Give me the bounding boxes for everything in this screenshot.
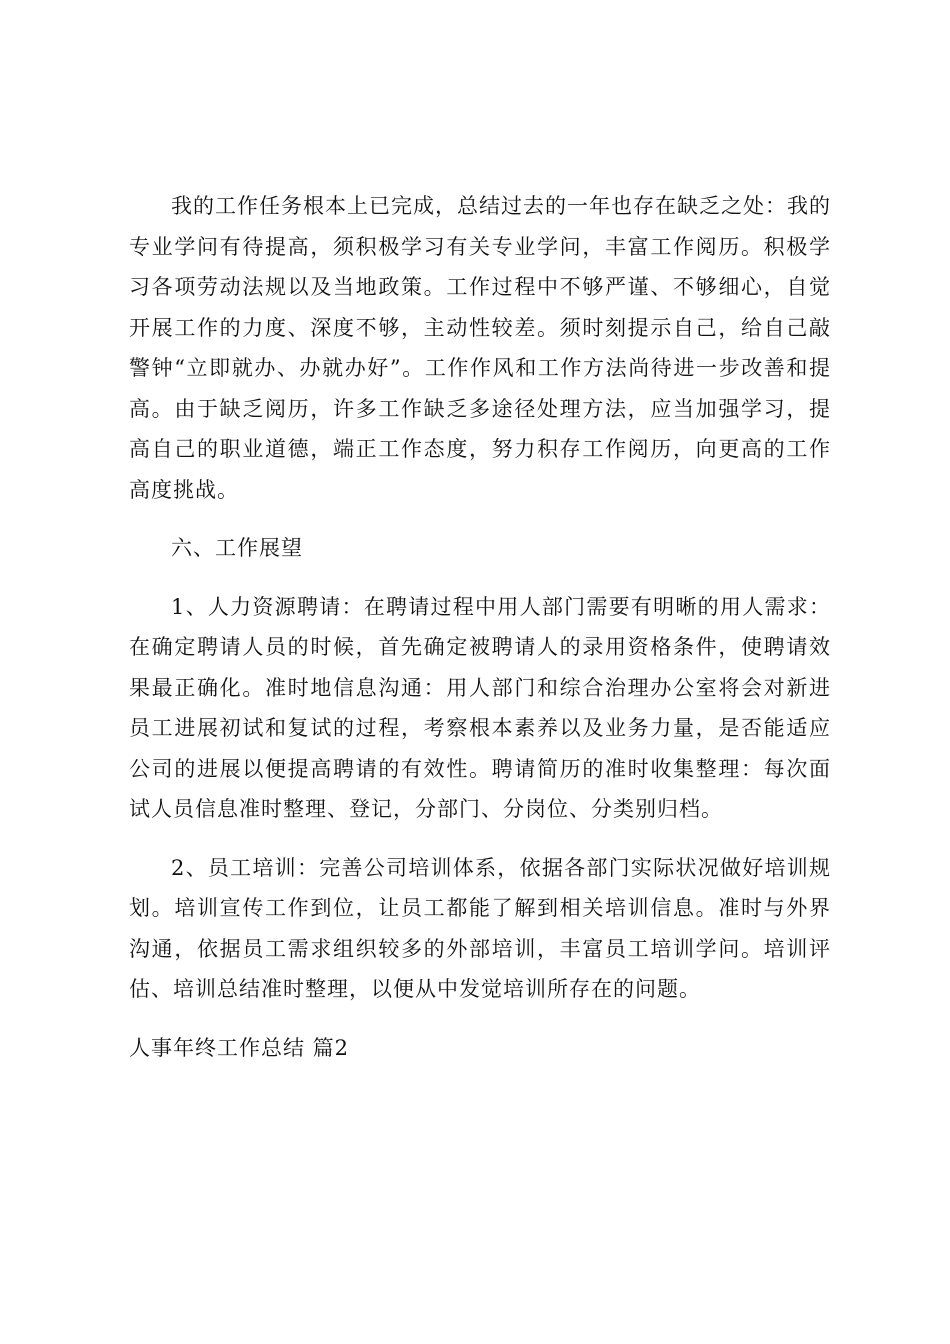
next-article-title: 人事年终工作总结 篇2 [129,1035,350,1060]
paragraph-shortcomings: 我的工作任务根本上已完成，总结过去的一年也存在缺乏之处：我的专业学问有待提高，须积极学习有关专业学问，丰富工作阅历。积极学习各项劳动法规以及当地政策。工作过程中不够严谨、不够细心，自觉开展工作的力度、深度不够，主动性较差。须时刻提示自己，给自己敲警钟“立即就办、办就办好”。工作作风和工作方法尚待进一步改善和提高。由于缺乏阅历，许多工作缺乏多途径处理方法，应当加强学习，提高自己的职业道德，端正工作态度，努力积存工作阅历，向更高的工作高度挑战。 [129,194,831,502]
paragraph-recruitment: 1、人力资源聘请：在聘请过程中用人部门需要有明晰的用人需求：在确定聘请人员的时候，首先确定被聘请人的录用资格条件，使聘请效果最正确化。准时地信息沟通：用人部门和综合治理办公室将会对新进员工进展初试和复试的过程，考察根本素养以及业务力量，是否能适应公司的进展以便提高聘请的有效性。聘请简历的准时收集整理：每次面试人员信息准时整理、登记，分部门、分岗位、分类别归档。 [129,594,831,821]
document-body [129,186,831,1068]
paragraph-training: 2、员工培训：完善公司培训体系，依据各部门实际状况做好培训规划。培训宣传工作到位，让员工都能了解到相关培训信息。准时与外界沟通，依据员工需求组织较多的外部培训，丰富员工培训学问。培训评估、培训总结准时整理，以便从中发觉培训所存在的问题。 [129,855,831,1001]
section-heading-outlook: 六、工作展望 [171,536,303,560]
